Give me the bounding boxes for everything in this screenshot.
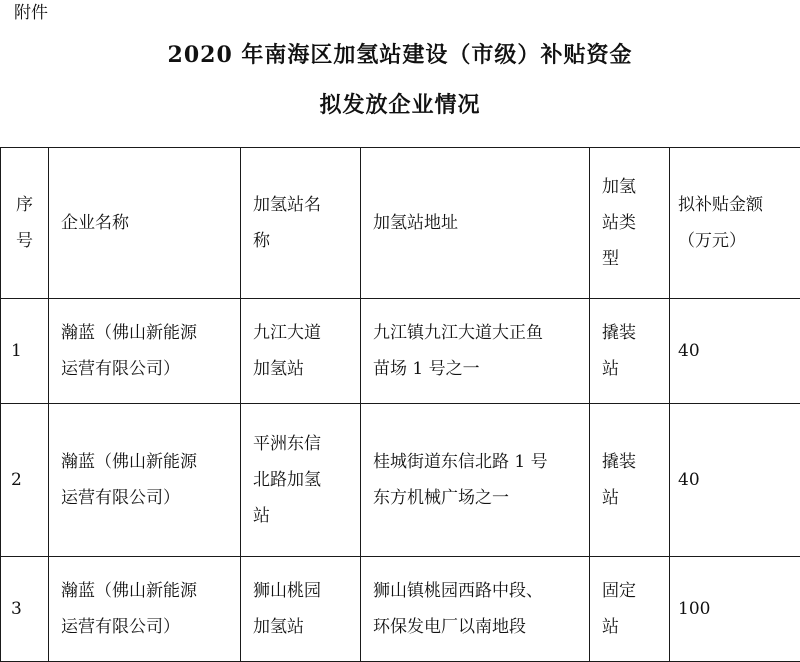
header-address: 加氢站地址 [361, 148, 590, 299]
row-type: 固定 站 [590, 557, 670, 662]
row-address: 九江镇九江大道大正鱼 苗场 1 号之一 [361, 299, 590, 404]
header-company: 企业名称 [49, 148, 241, 299]
row-amount: 100 [670, 557, 800, 662]
row-station-name: 狮山桃园 加氢站 [241, 557, 361, 662]
document-title-line-1: 2020 年南海区加氢站建设（市级）补贴资金 [167, 42, 633, 68]
header-index: 序 号 [1, 148, 49, 299]
row-amount: 40 [670, 404, 800, 557]
row-type: 撬装 站 [590, 404, 670, 557]
row-index: 3 [1, 557, 49, 662]
subsidy-table [0, 147, 800, 662]
table-row [1, 299, 800, 404]
row-address: 狮山镇桃园西路中段、 环保发电厂以南地段 [361, 557, 590, 662]
row-type: 撬装 站 [590, 299, 670, 404]
row-amount: 40 [670, 299, 800, 404]
row-station-name: 九江大道 加氢站 [241, 299, 361, 404]
row-company: 瀚蓝（佛山新能源 运营有限公司） [49, 404, 241, 557]
header-amount: 拟补贴金额 （万元） [670, 148, 800, 299]
header-type: 加氢 站类 型 [590, 148, 670, 299]
row-index: 2 [1, 404, 49, 557]
table-header-row [1, 148, 800, 299]
row-station-name: 平洲东信 北路加氢 站 [241, 404, 361, 557]
table-row [1, 404, 800, 557]
row-company: 瀚蓝（佛山新能源 运营有限公司） [49, 557, 241, 662]
table-row [1, 557, 800, 662]
row-company: 瀚蓝（佛山新能源 运营有限公司） [49, 299, 241, 404]
header-station-name: 加氢站名 称 [241, 148, 361, 299]
row-index: 1 [1, 299, 49, 404]
document-title-line-2: 拟发放企业情况 [319, 92, 481, 118]
row-address: 桂城街道东信北路 1 号 东方机械广场之一 [361, 404, 590, 557]
attachment-label: 附件 [14, 3, 48, 23]
